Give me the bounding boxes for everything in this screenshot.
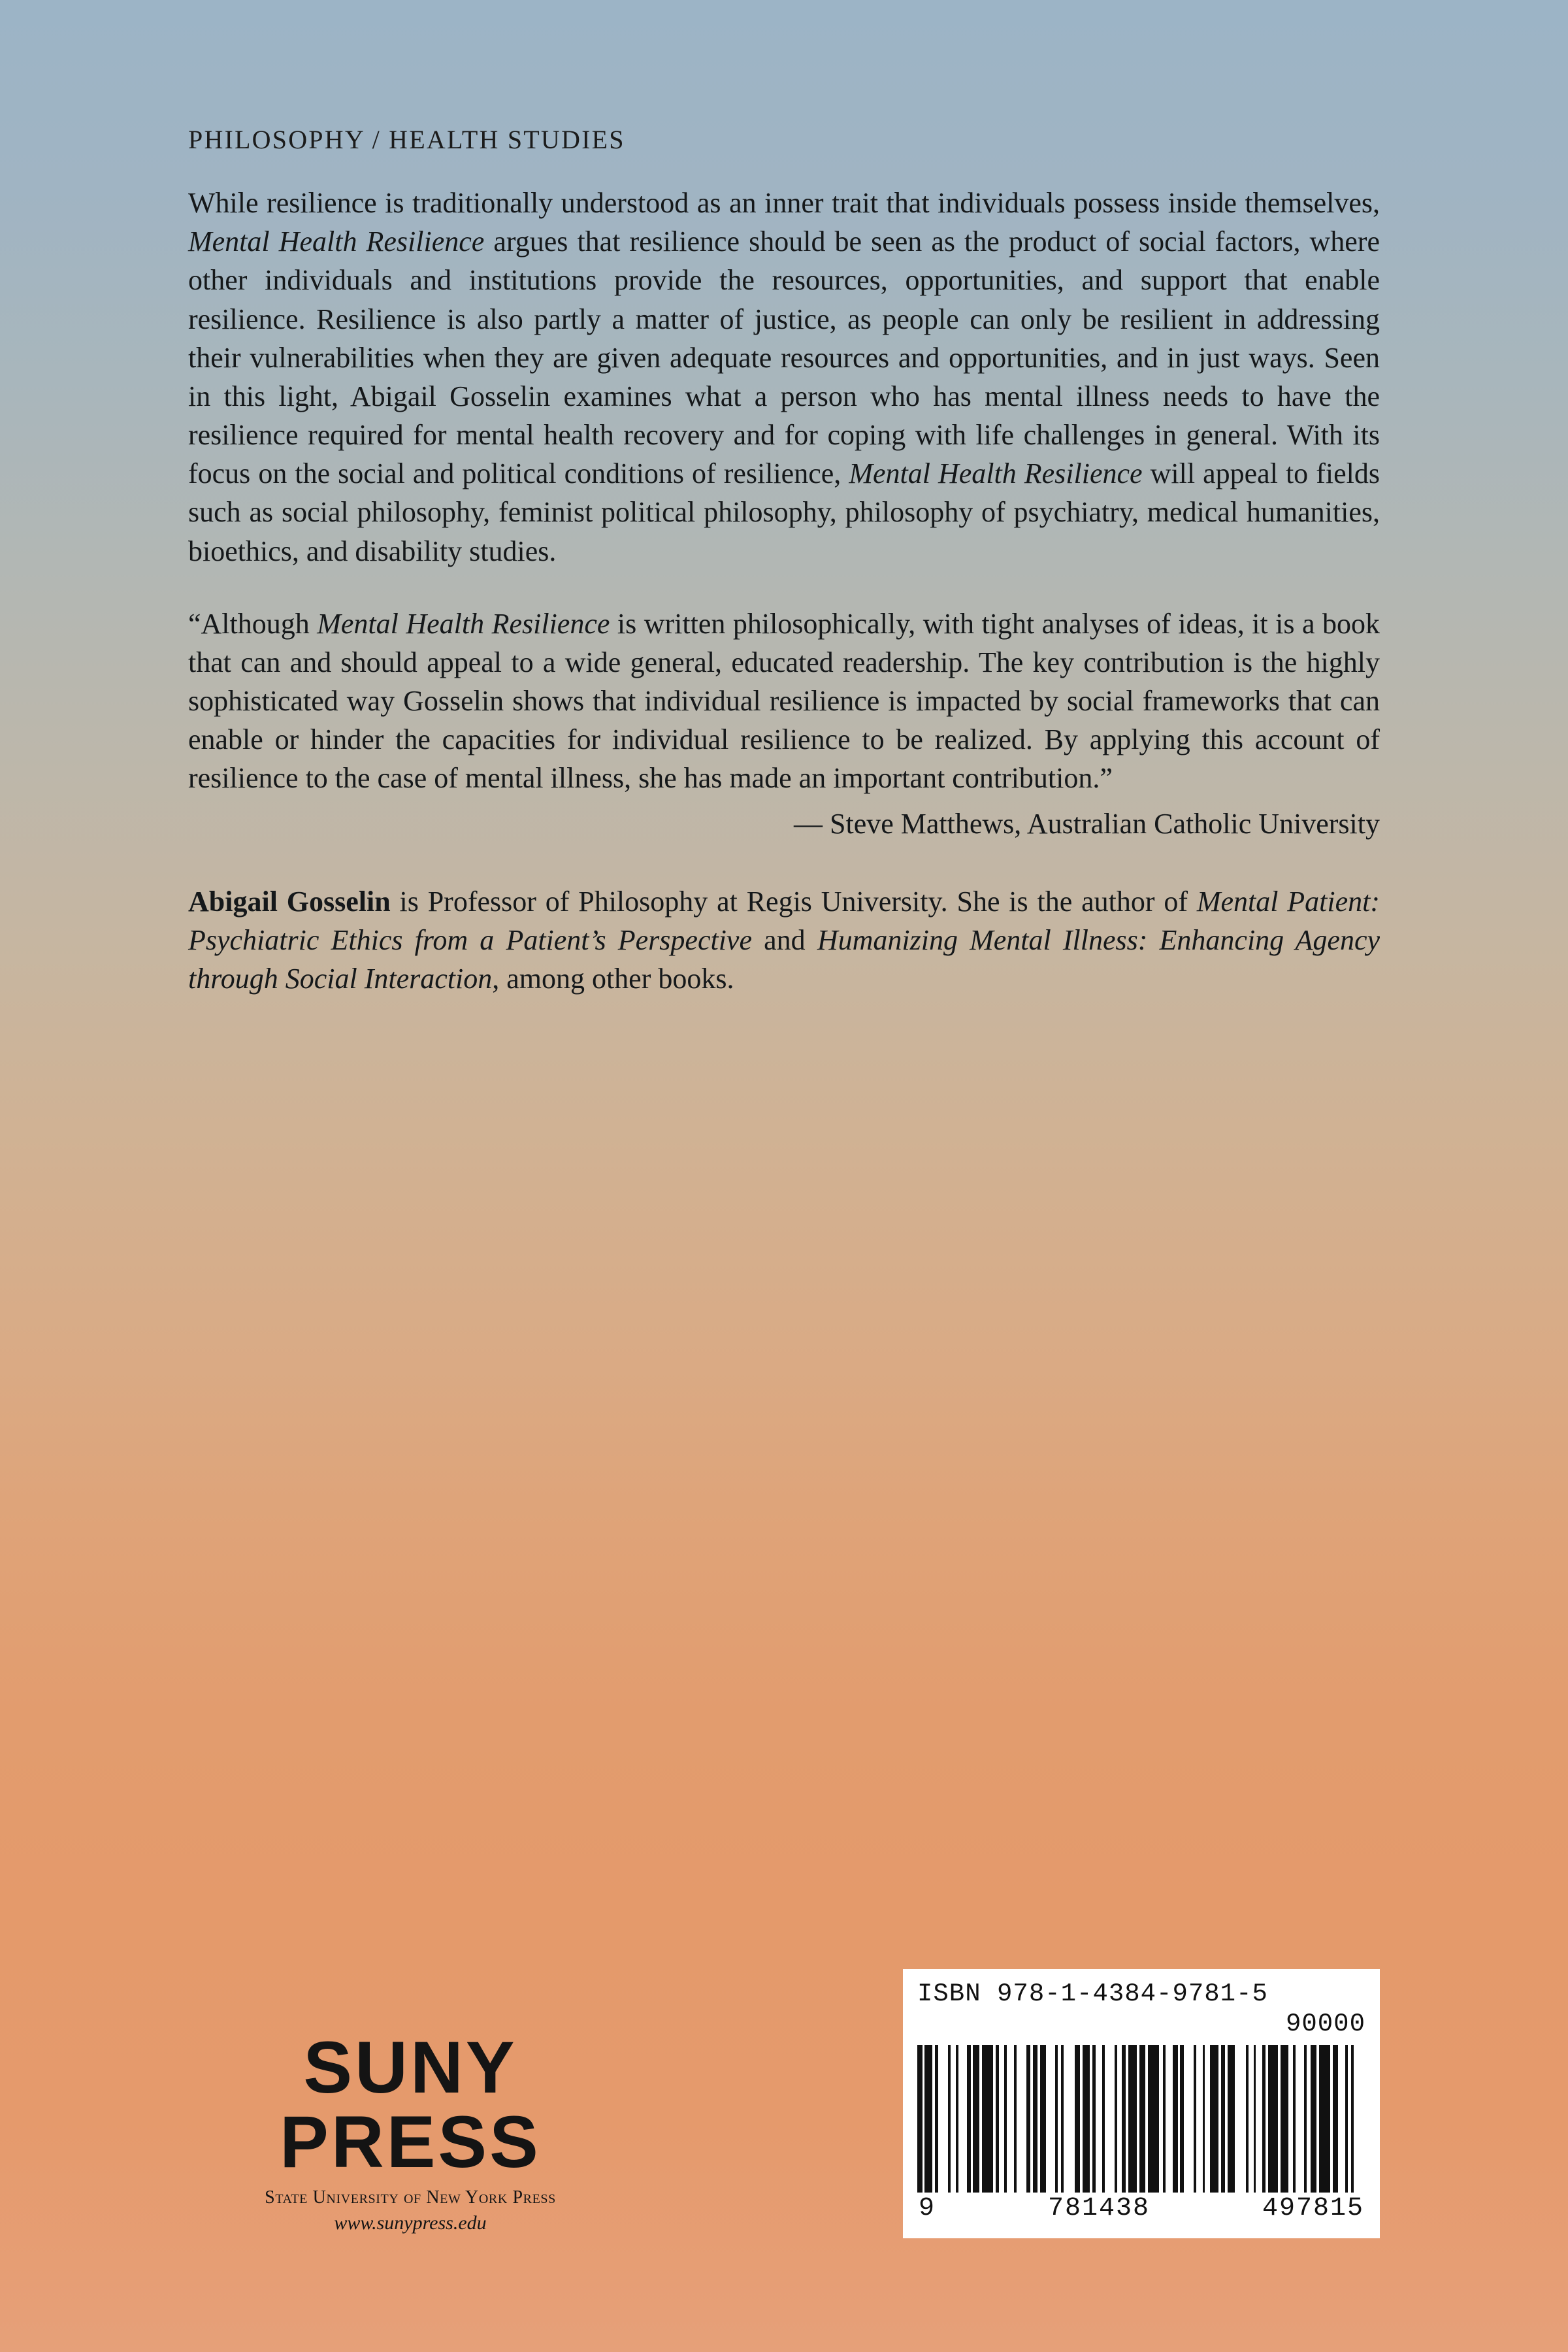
barcode-stripe — [982, 2045, 993, 2193]
isbn-label: ISBN 978-1-4384-9781-5 — [917, 1979, 1268, 2008]
barcode-stripe — [1288, 2045, 1294, 2193]
barcode-stripe — [1354, 2045, 1364, 2193]
barcode-stripe — [973, 2045, 979, 2193]
barcode-digit-group: 9 — [919, 2194, 936, 2223]
publisher-subtitle: State University of New York Press — [265, 2187, 556, 2208]
barcode-stripe — [1139, 2045, 1146, 2193]
barcode-stripe — [1007, 2045, 1014, 2193]
barcode-stripe — [1128, 2045, 1137, 2193]
cover-footer — [188, 1953, 1380, 2234]
barcode-digits — [917, 2194, 1365, 2223]
barcode-stripe — [1281, 2045, 1288, 2193]
barcode-stripe — [1040, 2045, 1047, 2193]
barcode-stripe — [958, 2045, 967, 2193]
barcode-stripe — [1117, 2045, 1122, 2193]
barcode-stripe — [1046, 2045, 1054, 2193]
barcode-stripe — [951, 2045, 956, 2193]
cover-text-block — [188, 124, 1380, 998]
barcode-stripe — [1096, 2045, 1102, 2193]
author-biography: Abigail Gosselin is Professor of Philosophy at Regis University. She is the author of Mental Patient: Psychiatric Ethics from a Patient’s Perspective and Humanizing Mental Illness: Enhancing Agency through Social Interaction, among other books. — [188, 885, 1380, 995]
barcode-stripe — [1205, 2045, 1210, 2193]
barcode-stripe — [1338, 2045, 1345, 2193]
barcode-stripe — [1105, 2045, 1115, 2193]
barcode-stripe — [1249, 2045, 1254, 2193]
barcode-stripe — [1148, 2045, 1159, 2193]
barcode-stripe — [1235, 2045, 1246, 2193]
barcode-stripe — [1333, 2045, 1338, 2193]
review-attribution: — Steve Matthews, Australian Catholic University — [794, 807, 1380, 840]
barcode-stripe — [1184, 2045, 1194, 2193]
barcode-stripe — [1196, 2045, 1203, 2193]
barcode-digit-group: 781438 — [1047, 2194, 1150, 2223]
barcode-stripe — [924, 2045, 932, 2193]
barcode-stripe — [999, 2045, 1004, 2193]
barcode-stripe — [1210, 2045, 1218, 2193]
isbn-barcode-block — [903, 1969, 1380, 2238]
barcode-stripe — [1166, 2045, 1173, 2193]
barcode-stripe — [917, 2045, 923, 2193]
barcode-stripe — [1296, 2045, 1304, 2193]
publisher-name-line1: SUNY — [303, 2026, 517, 2108]
publisher-logo — [240, 2026, 580, 2234]
barcode-stripe — [1268, 2045, 1278, 2193]
barcode-stripe — [1083, 2045, 1090, 2193]
review-quote: “Although Mental Health Resilience is written philosophically, with tight analyses of ideas, it is a book that can and should appeal to a wide general, educated readership. The key contribution is the highly sophisticated way Gosselin shows that individual resilience is impacted by social frameworks that can enable or hinder the capacities for individual resilience to be realized. By applying this account of resilience to the case of mental illness, she has made an important contribution.” — [188, 607, 1380, 795]
book-description: While resilience is traditionally understood as an inner trait that individuals possess inside themselves, Mental Health Resilience argues that resilience should be seen as the product of social factors, where other individuals and institutions provide the resources, opportunities, and support that enable resilience. Resilience is also partly a matter of justice, as people can only be resilient in addressing their vulnerabilities when they are given adequate resources and opportunities, and in just ways. Seen in this light, Abigail Gosselin examines what a person who has mental illness needs to have the resilience required for mental health recovery and for coping with life challenges in general. With its focus on the social and political conditions of resilience, Mental Health Resilience will appeal to fields such as social philosophy, feminist political philosophy, philosophy of psychiatry, medical humanities, bioethics, and disability studies. — [188, 187, 1380, 567]
subject-category: PHILOSOPHY / HEALTH STUDIES — [188, 125, 625, 154]
barcode-stripe — [1173, 2045, 1178, 2193]
barcode-stripe — [1256, 2045, 1262, 2193]
barcode-digit-group: 497815 — [1262, 2194, 1364, 2223]
barcode-stripe — [938, 2045, 948, 2193]
barcode-stripe — [1033, 2045, 1038, 2193]
price-code: 90000 — [1285, 2010, 1365, 2038]
barcode-stripe — [1228, 2045, 1235, 2193]
publisher-url: www.sunypress.edu — [334, 2212, 487, 2234]
barcode-stripe — [1075, 2045, 1080, 2193]
barcode-stripe — [1017, 2045, 1026, 2193]
barcode-bars — [917, 2045, 1365, 2193]
publisher-name-line2: PRESS — [280, 2100, 541, 2183]
barcode-stripe — [1319, 2045, 1330, 2193]
barcode-stripe — [1311, 2045, 1317, 2193]
barcode-stripe — [1064, 2045, 1075, 2193]
